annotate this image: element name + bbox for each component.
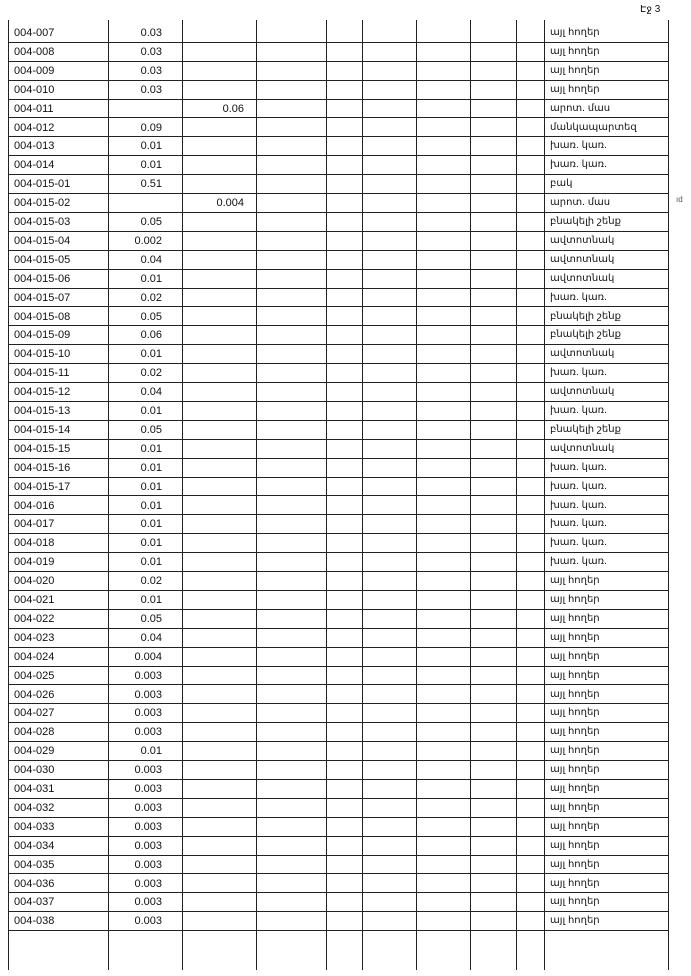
area-value: 0.01 (140, 745, 162, 758)
table-row (8, 289, 668, 308)
area-value: 0.003 (134, 839, 162, 852)
area-value: 0.003 (134, 669, 162, 682)
table-row (8, 629, 668, 648)
table-row (8, 497, 668, 516)
table-row (8, 194, 668, 213)
parcel-code: 004-012 (14, 121, 55, 134)
area-value: 0.51 (140, 178, 162, 191)
land-use-type: խառ. կառ. (550, 480, 607, 492)
area-value: 0.003 (134, 764, 162, 777)
land-use-type: խառ. կառ. (550, 291, 607, 303)
land-use-type: այլ հողեր (550, 594, 600, 605)
parcel-code: 004-034 (14, 839, 55, 852)
table-row (8, 856, 668, 875)
parcel-code: 004-021 (14, 594, 55, 606)
area-value: 0.01 (140, 348, 162, 361)
table-row (8, 156, 668, 175)
land-use-type: այլ հողեր (550, 896, 600, 908)
table-row (8, 534, 668, 553)
table-row (8, 515, 668, 534)
table-row (8, 100, 668, 119)
parcel-code: 004-016 (14, 499, 55, 512)
table-row (8, 553, 668, 572)
area-value: 0.01 (140, 518, 162, 531)
area-value: 0.003 (134, 896, 162, 909)
area-value: 0.003 (134, 707, 162, 720)
parcel-code: 004-015-11 (14, 367, 70, 380)
table-row (8, 648, 668, 667)
table-row (8, 308, 668, 327)
parcel-code: 004-015-12 (14, 386, 71, 399)
table-row (8, 137, 668, 156)
parcel-code: 004-027 (14, 707, 55, 720)
area-value: 0.01 (140, 556, 162, 569)
table-row (8, 213, 668, 232)
land-use-type: խառ. կառ. (550, 556, 607, 568)
land-use-type: բնակելի շենք (550, 216, 621, 227)
area-value: 0.02 (140, 367, 162, 380)
land-use-type: այլ հողեր (550, 650, 600, 662)
area-value-secondary: 0.06 (222, 102, 244, 115)
area-value: 0.003 (134, 915, 162, 928)
area-value: 0.06 (140, 329, 162, 342)
parcel-code: 004-015-02 (14, 197, 71, 210)
land-use-type: այլ հողեր (550, 707, 600, 719)
table-row (8, 723, 668, 742)
area-value: 0.01 (140, 461, 162, 474)
land-use-type: բակ (550, 178, 573, 190)
parcel-code: 004-035 (14, 858, 55, 871)
parcel-code: 004-026 (14, 688, 55, 701)
land-use-type: այլ հողեր (550, 575, 600, 587)
area-value: 0.002 (134, 234, 162, 247)
land-use-type: այլ հողեր (550, 688, 600, 700)
table-row (8, 402, 668, 421)
land-use-type: բնակելի շենք (550, 423, 621, 435)
area-value: 0.003 (134, 801, 162, 814)
land-use-type: այլ հողեր (550, 45, 600, 57)
area-value: 0.003 (134, 877, 162, 890)
table-row (8, 912, 668, 931)
table-row (8, 421, 668, 440)
table-row (8, 742, 668, 761)
table-row (8, 24, 668, 43)
page-number: Էջ 3 (640, 4, 661, 15)
land-use-type: խառ. կառ. (550, 537, 607, 549)
parcel-code: 004-015-07 (14, 291, 71, 304)
area-value: 0.04 (140, 253, 162, 266)
table-row (8, 270, 668, 289)
parcel-code: 004-015-10 (14, 348, 71, 361)
parcel-code: 004-038 (14, 915, 55, 928)
area-value: 0.03 (140, 83, 162, 96)
land-use-type: ավտոտնակ (550, 253, 615, 265)
table-row (8, 780, 668, 799)
parcel-code: 004-032 (14, 801, 55, 814)
table-row (8, 251, 668, 270)
land-use-type: ավտոտնակ (550, 442, 615, 454)
area-value: 0.01 (140, 442, 162, 455)
parcel-code: 004-017 (14, 518, 55, 531)
table-row (8, 345, 668, 364)
land-use-type: այլ հողեր (550, 858, 600, 870)
land-use-type: այլ հողեր (550, 83, 600, 95)
parcel-code: 004-020 (14, 575, 55, 588)
area-value: 0.01 (140, 499, 162, 512)
parcel-code: 004-015-03 (14, 216, 71, 228)
land-use-type: ավտոտնակ (550, 348, 615, 360)
parcel-code: 004-015-06 (14, 272, 71, 285)
parcel-code: 004-008 (14, 45, 55, 58)
table-row (8, 383, 668, 402)
parcel-code: 004-036 (14, 877, 55, 890)
area-value: 0.01 (140, 480, 162, 493)
parcel-code: 004-018 (14, 537, 55, 550)
area-value: 0.05 (140, 612, 162, 625)
table-row (8, 761, 668, 780)
area-value-secondary: 0.004 (216, 197, 244, 210)
land-use-type: այլ հողեր (550, 764, 600, 776)
parcel-code: 004-023 (14, 631, 55, 644)
margin-mark: ıd (676, 195, 683, 204)
parcel-code: 004-015-08 (14, 310, 71, 323)
land-use-type: այլ հողեր (550, 839, 600, 851)
table-row (8, 175, 668, 194)
area-value: 0.09 (140, 121, 162, 134)
land-use-type: այլ հողեր (550, 877, 600, 889)
land-use-type: այլ հողեր (550, 64, 600, 76)
land-use-type: այլ հողեր (550, 801, 600, 813)
table-row (8, 799, 668, 818)
area-value: 0.05 (140, 216, 162, 228)
table-row (8, 591, 668, 610)
parcel-code: 004-025 (14, 669, 55, 682)
parcel-code: 004-029 (14, 745, 55, 758)
land-use-type: մանկապարտեզ (550, 121, 637, 133)
land-use-type: այլ հողեր (550, 669, 600, 681)
land-use-type: խառ. կառ. (550, 140, 607, 152)
area-value: 0.01 (140, 594, 162, 606)
table-row (8, 610, 668, 629)
land-use-type: այլ հողեր (550, 783, 600, 794)
table-row (8, 875, 668, 894)
table-row (8, 440, 668, 459)
area-value: 0.01 (140, 405, 162, 417)
area-value: 0.05 (140, 310, 162, 323)
table-row (8, 818, 668, 837)
land-use-type: այլ հողեր (550, 820, 600, 832)
area-value: 0.04 (140, 386, 162, 399)
parcel-code: 004-015-05 (14, 253, 71, 266)
land-use-type: այլ հողեր (550, 612, 600, 624)
land-use-type: խառ. կառ. (550, 499, 607, 511)
parcel-code: 004-014 (14, 159, 55, 172)
land-use-type: ավտոտնակ (550, 386, 615, 398)
land-use-type: այլ հողեր (550, 631, 600, 643)
parcel-code: 004-013 (14, 140, 55, 153)
parcel-code: 004-031 (14, 783, 55, 795)
table-row (8, 81, 668, 100)
parcel-code: 004-007 (14, 27, 55, 39)
parcel-code: 004-015-17 (14, 480, 71, 493)
land-use-type: այլ հողեր (550, 745, 600, 757)
area-value: 0.01 (140, 537, 162, 550)
parcel-code: 004-024 (14, 650, 55, 663)
land-use-type: ավտոտնակ (550, 272, 615, 284)
land-use-type: արոտ. մաս (550, 197, 611, 209)
area-value: 0.003 (134, 726, 162, 739)
land-use-type: բնակելի շենք (550, 310, 621, 322)
parcel-code: 004-015-04 (14, 234, 71, 247)
land-use-type: խառ. կառ. (550, 461, 607, 473)
table-row (8, 478, 668, 497)
parcel-code: 004-022 (14, 612, 55, 625)
table-row (8, 43, 668, 62)
parcel-code: 004-015-15 (14, 442, 71, 455)
area-value: 0.01 (140, 140, 162, 153)
parcel-code: 004-033 (14, 820, 55, 833)
parcel-code: 004-009 (14, 64, 55, 77)
parcel-code: 004-015-14 (14, 423, 71, 436)
land-use-type: այլ հողեր (550, 27, 600, 38)
land-use-type: այլ հողեր (550, 915, 600, 927)
land-use-type: խառ. կառ. (550, 405, 607, 416)
area-value: 0.04 (140, 631, 162, 644)
area-value: 0.01 (140, 159, 162, 172)
table-row (8, 686, 668, 705)
table-column-divider (668, 20, 669, 970)
area-value: 0.03 (140, 64, 162, 77)
parcel-code: 004-015-01 (14, 178, 71, 191)
parcel-code: 004-015-13 (14, 405, 71, 417)
parcel-code: 004-015-16 (14, 461, 71, 474)
table-row (8, 232, 668, 251)
parcel-code: 004-019 (14, 556, 55, 569)
land-use-type: ավտոտնակ (550, 234, 615, 246)
parcel-code: 004-037 (14, 896, 55, 909)
table-row (8, 62, 668, 81)
land-use-type: խառ. կառ. (550, 518, 607, 530)
area-value: 0.003 (134, 688, 162, 701)
table-row (8, 326, 668, 345)
land-use-type: արոտ. մաս (550, 102, 611, 114)
parcel-code: 004-010 (14, 83, 55, 96)
table-row (8, 572, 668, 591)
area-value: 0.03 (140, 45, 162, 58)
area-value: 0.02 (140, 291, 162, 304)
land-use-type: բնակելի շենք (550, 329, 621, 341)
table-row (8, 119, 668, 138)
parcel-code: 004-015-09 (14, 329, 71, 342)
parcel-code: 004-028 (14, 726, 55, 739)
table-row (8, 459, 668, 478)
area-value: 0.004 (134, 650, 162, 663)
parcel-code: 004-011 (14, 102, 54, 115)
table-row (8, 704, 668, 723)
table-row (8, 893, 668, 912)
land-use-type: խառ. կառ. (550, 367, 607, 379)
area-value: 0.03 (140, 27, 162, 39)
area-value: 0.003 (134, 858, 162, 871)
land-use-type: այլ հողեր (550, 726, 600, 738)
area-value: 0.003 (134, 783, 162, 795)
table-row (8, 364, 668, 383)
table-row (8, 667, 668, 686)
area-value: 0.05 (140, 423, 162, 436)
area-value: 0.01 (140, 272, 162, 285)
table-row (8, 837, 668, 856)
area-value: 0.02 (140, 575, 162, 588)
parcel-code: 004-030 (14, 764, 55, 777)
land-use-type: խառ. կառ. (550, 159, 607, 171)
area-value: 0.003 (134, 820, 162, 833)
